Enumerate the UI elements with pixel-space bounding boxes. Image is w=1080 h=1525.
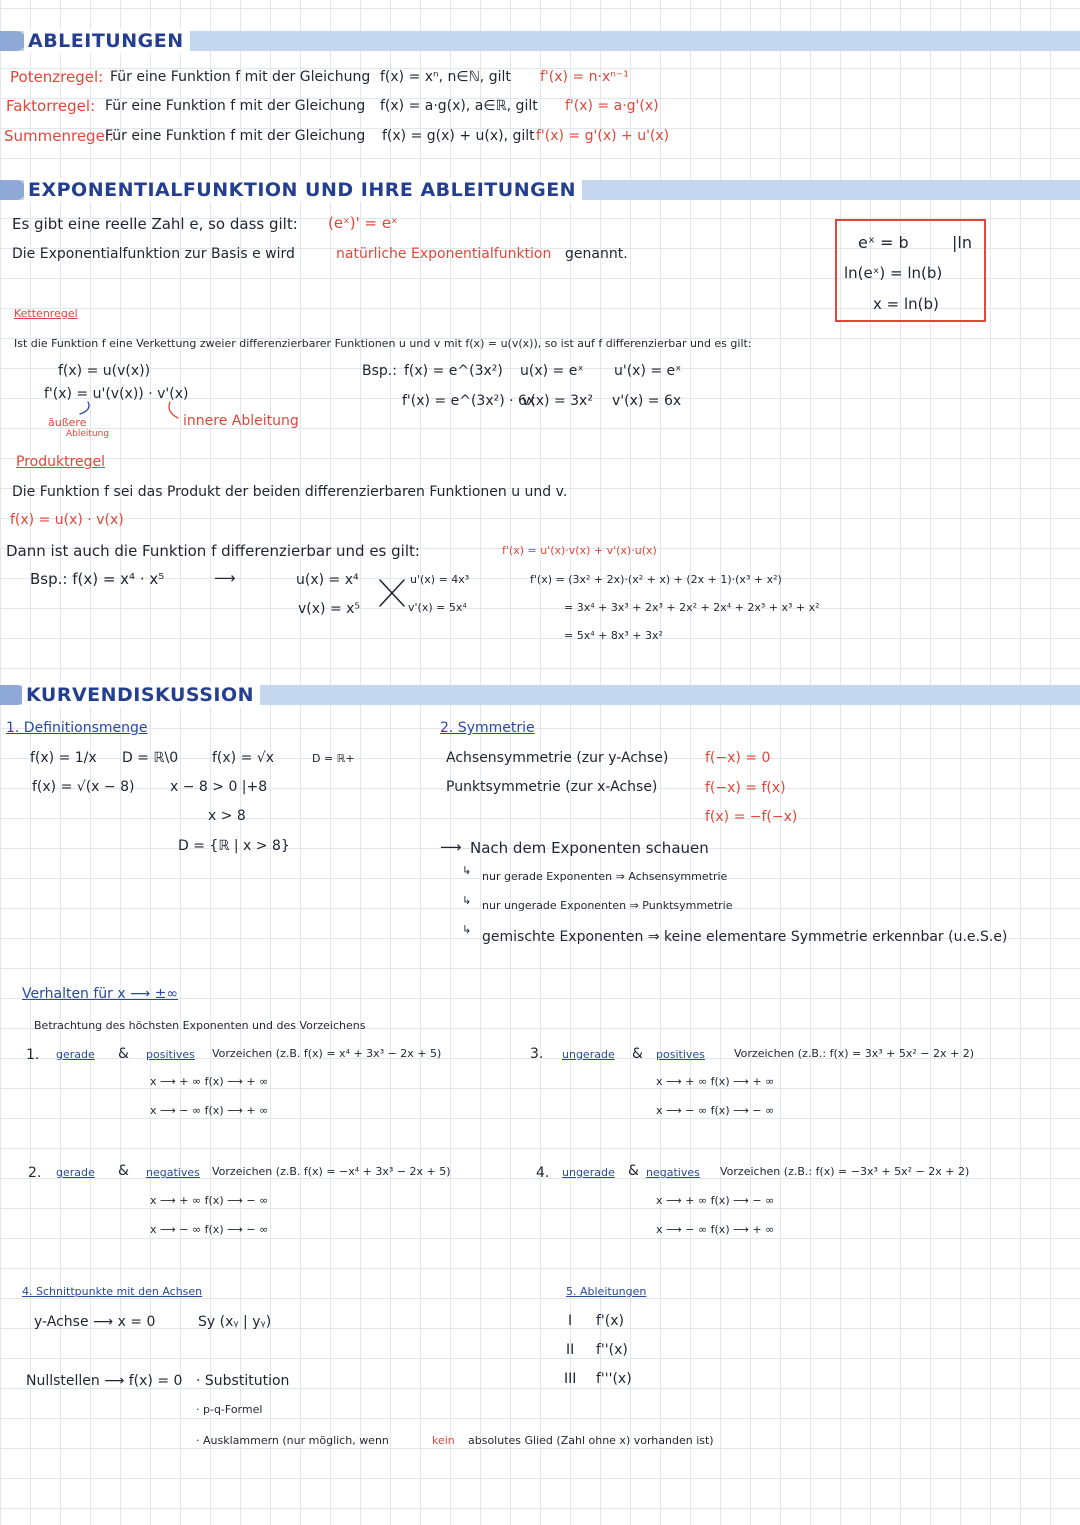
chain-rule-outer: äußere — [48, 416, 87, 429]
intersect-zeros: Nullstellen ⟶ f(x) = 0 — [26, 1373, 183, 1389]
factor-rule-name: Faktorregel: — [6, 97, 96, 115]
sym-exp-1: nur gerade Exponenten ⇒ Achsensymmetrie — [482, 870, 728, 883]
case-3-b: positives — [656, 1048, 705, 1061]
ln-box-ln: |ln — [952, 233, 972, 252]
case-2-rest: Vorzeichen (z.B. f(x) = −x⁴ + 3x³ − 2x + 5) — [212, 1165, 451, 1178]
case-3-rest: Vorzeichen (z.B.: f(x) = 3x³ + 5x² − 2x + 2) — [734, 1047, 975, 1060]
product-bsp: Bsp.: f(x) = x⁴ · x⁵ — [30, 570, 165, 588]
deriv-3-numeral: III — [564, 1371, 577, 1387]
sym-axis-formula: f(−x) = 0 — [705, 750, 771, 766]
sum-rule-text: Für eine Funktion f mit der Gleichung — [105, 128, 366, 144]
zeros-method-3a: · Ausklammern (nur möglich, wenn — [196, 1434, 389, 1447]
inner-hook — [169, 402, 178, 418]
exp-line2-highlight: natürliche Exponentialfunktion — [336, 246, 552, 262]
def-f3: f(x) = √(x − 8) — [32, 779, 135, 795]
chain-ex-v: v(x) = 3x² — [522, 393, 593, 409]
case-4-b: negatives — [646, 1166, 700, 1179]
case-4-line2: x ⟶ − ∞ f(x) ⟶ + ∞ — [656, 1223, 775, 1236]
case-1-a: gerade — [56, 1048, 95, 1061]
sym-hook-3: ↳ — [462, 923, 472, 936]
case-1-and: & — [118, 1046, 129, 1062]
deriv-1: f'(x) — [596, 1313, 624, 1329]
factor-rule-result: f'(x) = a·g'(x) — [565, 98, 659, 114]
case-2-number: 2. — [28, 1165, 42, 1181]
product-vp: v'(x) = 5x⁴ — [408, 601, 467, 614]
factor-rule-text: Für eine Funktion f mit der Gleichung — [105, 98, 366, 114]
case-1-rest: Vorzeichen (z.B. f(x) = x⁴ + 3x³ − 2x + 5) — [212, 1047, 442, 1060]
behavior-intro: Betrachtung des höchsten Exponenten und des Vorzeichens — [34, 1019, 366, 1032]
deriv-2-numeral: II — [566, 1342, 575, 1358]
chain-rule-title: Kettenregel — [14, 307, 78, 320]
chain-ex-fp: f'(x) = e^(3x²) · 6x — [402, 393, 536, 409]
case-3-a: ungerade — [562, 1048, 615, 1061]
outer-hook — [80, 402, 89, 414]
exp-line1-formula: (eˣ)' = eˣ — [328, 214, 398, 232]
case-2-and: & — [118, 1163, 129, 1179]
case-2-b: negatives — [146, 1166, 200, 1179]
case-2-a: gerade — [56, 1166, 95, 1179]
sym-axis: Achsensymmetrie (zur y-Achse) — [446, 750, 669, 766]
case-2-line1: x ⟶ + ∞ f(x) ⟶ − ∞ — [150, 1194, 269, 1207]
case-1-line1: x ⟶ + ∞ f(x) ⟶ + ∞ — [150, 1075, 269, 1088]
chain-rule-desc: Ist die Funktion f eine Verkettung zweier differenzierbarer Funktionen u und v mit f(x) = u(v(x)), so ist auf f differenzierbar und es gilt: — [14, 337, 752, 350]
product-u: u(x) = x⁴ — [296, 572, 359, 588]
case-2-line2: x ⟶ − ∞ f(x) ⟶ − ∞ — [150, 1223, 269, 1236]
chain-rule-outer2: Ableitung — [66, 429, 110, 439]
sym-exp-2: nur ungerade Exponenten ⇒ Punktsymmetrie — [482, 899, 733, 912]
product-result-1: f'(x) = (3x² + 2x)·(x² + x) + (2x + 1)·(x³ + x²) — [530, 573, 782, 586]
case-1-number: 1. — [26, 1047, 40, 1063]
sym-hook-2: ↳ — [462, 894, 472, 907]
case-3-line1: x ⟶ + ∞ f(x) ⟶ + ∞ — [656, 1075, 775, 1088]
sym-point: Punktsymmetrie (zur x-Achse) — [446, 779, 658, 795]
symmetry-title: 2. Symmetrie — [440, 720, 535, 736]
exp-line1-text: Es gibt eine reelle Zahl e, so dass gilt: — [12, 215, 298, 233]
derivs-title: 5. Ableitungen — [566, 1285, 647, 1298]
product-rule-desc: Die Funktion f sei das Produkt der beiden differenzierbaren Funktionen u und v. — [12, 484, 568, 500]
chain-ex-up: u'(x) = eˣ — [614, 363, 682, 379]
deriv-2: f''(x) — [596, 1342, 628, 1358]
deriv-3: f'''(x) — [596, 1371, 632, 1387]
product-then-formula: f'(x) = u'(x)·v(x) + v'(x)·u(x) — [502, 544, 657, 557]
chain-ex-f: f(x) = e^(3x²) — [404, 363, 503, 379]
def-d1: D = ℝ\0 — [122, 750, 179, 766]
sym-arrow: ⟶ — [440, 838, 462, 856]
chain-rule-inner: innere Ableitung — [183, 413, 299, 429]
case-3-and: & — [632, 1046, 643, 1062]
case-4-line1: x ⟶ + ∞ f(x) ⟶ − ∞ — [656, 1194, 775, 1207]
def-c2: x > 8 — [208, 808, 246, 824]
power-rule-result: f'(x) = n·xⁿ⁻¹ — [540, 69, 629, 85]
sym-look: Nach dem Exponenten schauen — [470, 839, 709, 857]
intersections-title: 4. Schnittpunkte mit den Achsen — [22, 1285, 203, 1298]
sym-hook-1: ↳ — [462, 864, 472, 877]
chain-rule-f2: f'(x) = u'(v(x)) · v'(x) — [44, 386, 189, 402]
sum-rule-name: Summenregel: — [4, 127, 115, 145]
ln-box-line3: x = ln(b) — [873, 295, 939, 313]
case-3-line2: x ⟶ − ∞ f(x) ⟶ − ∞ — [656, 1104, 775, 1117]
product-v: v(x) = x⁵ — [298, 601, 361, 617]
heading-exponential: EXPONENTIALFUNKTION UND IHRE ABLEITUNGEN — [24, 178, 582, 202]
sym-exp-3: gemischte Exponenten ⇒ keine elementare Symmetrie erkennbar (u.e.S.e) — [482, 929, 1008, 945]
intersect-y: y-Achse ⟶ x = 0 — [34, 1314, 156, 1330]
product-then-text: Dann ist auch die Funktion f differenzierbar und es gilt: — [6, 542, 420, 560]
power-rule-text: Für eine Funktion f mit der Gleichung — [110, 69, 371, 85]
zeros-method-3b: kein — [432, 1434, 455, 1447]
zeros-method-3c: absolutes Glied (Zahl ohne x) vorhanden ist) — [468, 1434, 714, 1447]
ln-box-line1: eˣ = b — [858, 233, 909, 252]
case-4-and: & — [628, 1163, 639, 1179]
deriv-1-numeral: I — [568, 1313, 573, 1329]
product-rule-title: Produktregel — [16, 454, 106, 470]
chain-ex-vp: v'(x) = 6x — [612, 393, 682, 409]
exp-line2-text: Die Exponentialfunktion zur Basis e wird — [12, 246, 295, 262]
sum-rule-result: f'(x) = g'(x) + u'(x) — [536, 128, 670, 144]
case-4-a: ungerade — [562, 1166, 615, 1179]
sym-point-formula-2: f(x) = −f(−x) — [705, 809, 798, 825]
case-1-line2: x ⟶ − ∞ f(x) ⟶ + ∞ — [150, 1104, 269, 1117]
heading-curve-discussion: KURVENDISKUSSION — [22, 683, 260, 707]
case-3-number: 3. — [530, 1046, 544, 1062]
product-arrow: ⟶ — [214, 569, 236, 587]
definition-title: 1. Definitionsmenge — [6, 720, 148, 736]
heading-derivatives: ABLEITUNGEN — [24, 29, 190, 53]
case-4-rest: Vorzeichen (z.B.: f(x) = −3x³ + 5x² − 2x + 2) — [720, 1165, 970, 1178]
intersect-sy: Sy (xᵧ | yᵧ) — [198, 1314, 272, 1330]
sym-point-formula: f(−x) = f(x) — [705, 780, 786, 796]
case-4-number: 4. — [536, 1165, 550, 1181]
power-rule-name: Potenzregel: — [10, 68, 104, 86]
chain-rule-f1: f(x) = u(v(x)) — [58, 363, 151, 379]
case-1-b: positives — [146, 1048, 195, 1061]
def-f1: f(x) = 1/x — [30, 750, 97, 766]
product-rule-f: f(x) = u(x) · v(x) — [10, 512, 124, 528]
def-c3: D = {ℝ | x > 8} — [178, 838, 290, 854]
zeros-method-1: · Substitution — [196, 1373, 290, 1389]
product-up: u'(x) = 4x³ — [410, 573, 470, 586]
power-rule-formula: f(x) = xⁿ, n∈ℕ, gilt — [380, 69, 511, 85]
sum-rule-formula: f(x) = g(x) + u(x), gilt — [382, 128, 535, 144]
product-result-2: = 3x⁴ + 3x³ + 2x³ + 2x² + 2x⁴ + 2x³ + x³ + x² — [564, 601, 820, 614]
product-result-3: = 5x⁴ + 8x³ + 3x² — [564, 629, 663, 642]
chain-ex-u: u(x) = eˣ — [520, 363, 584, 379]
behavior-title: Verhalten für x ⟶ ±∞ — [22, 986, 179, 1002]
exp-line2-end: genannt. — [565, 246, 628, 262]
def-f2: f(x) = √x — [212, 750, 274, 766]
ln-box-line2: ln(eˣ) = ln(b) — [844, 264, 943, 282]
def-d2: D = ℝ+ — [312, 752, 355, 765]
def-c1: x − 8 > 0 |+8 — [170, 779, 268, 795]
chain-bsp-label: Bsp.: — [362, 363, 397, 379]
zeros-method-2: · p-q-Formel — [196, 1403, 263, 1416]
factor-rule-formula: f(x) = a·g(x), a∈ℝ, gilt — [380, 98, 538, 114]
product-cross — [380, 580, 404, 606]
